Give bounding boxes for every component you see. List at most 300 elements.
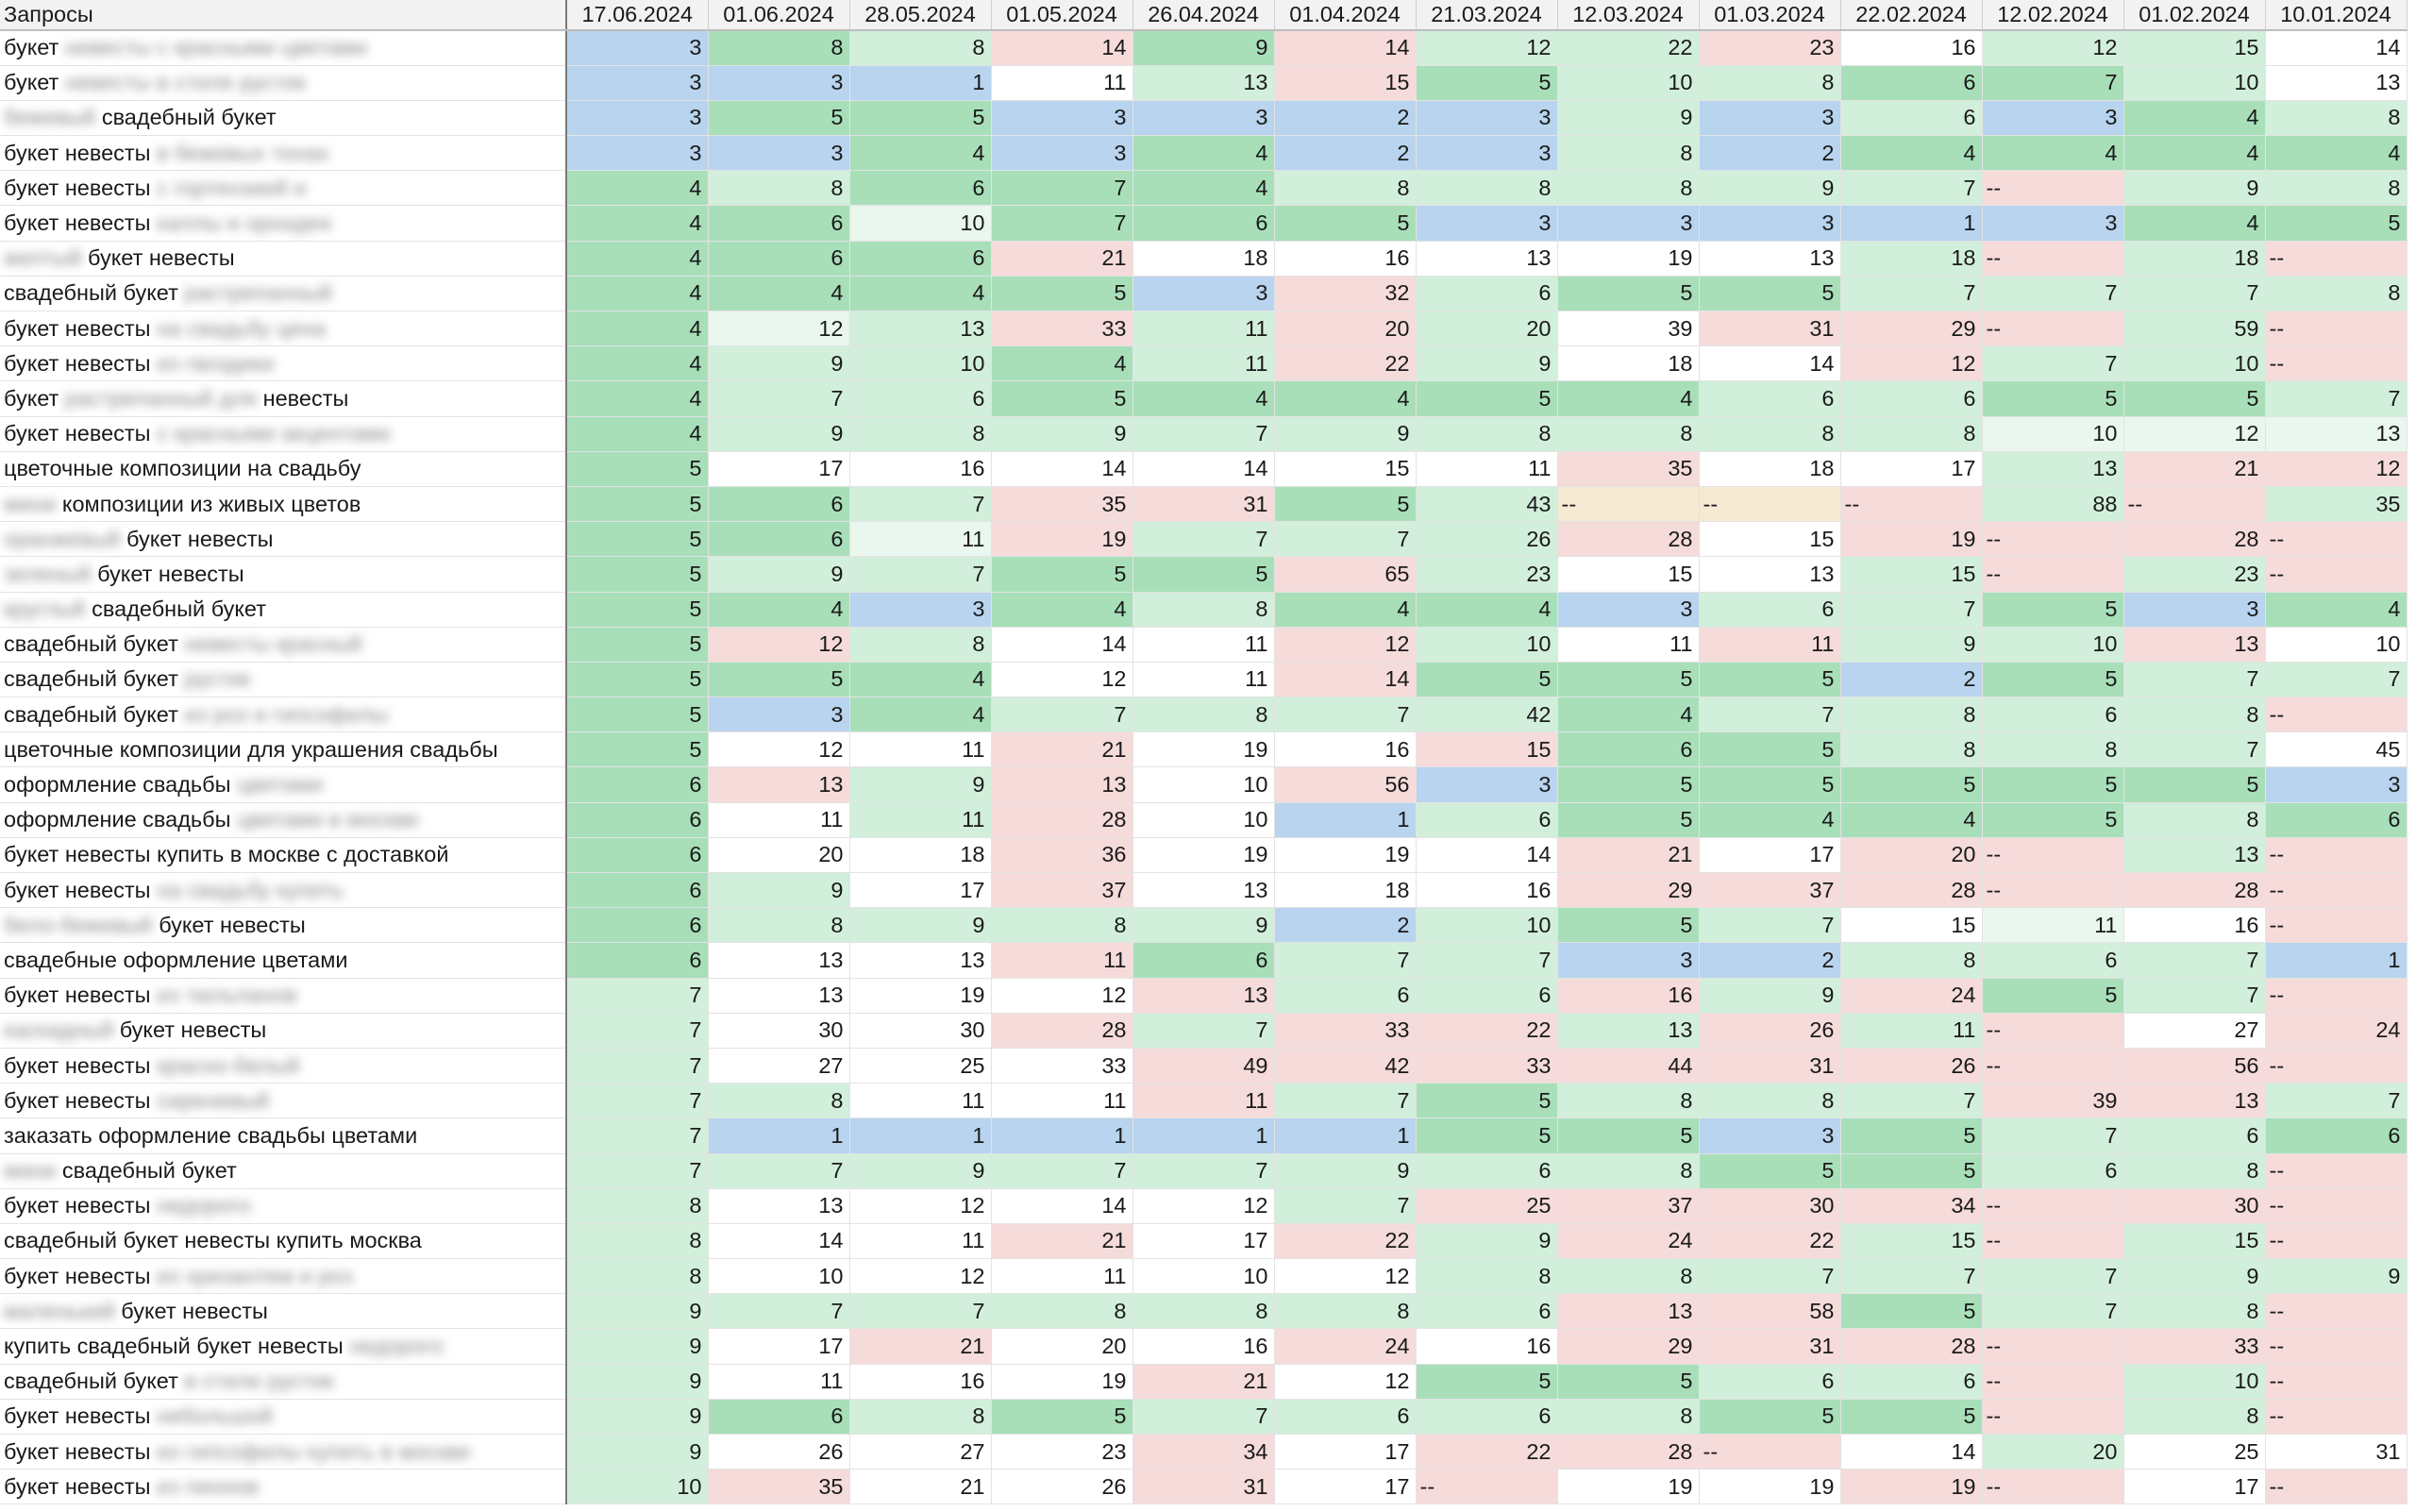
- position-cell[interactable]: 6: [1274, 978, 1416, 1013]
- position-cell[interactable]: 5: [566, 522, 708, 557]
- query-cell[interactable]: [0, 1329, 566, 1364]
- position-cell[interactable]: 4: [566, 381, 708, 416]
- position-cell[interactable]: 33: [991, 311, 1132, 346]
- position-cell[interactable]: 5: [1557, 908, 1699, 943]
- query-cell[interactable]: [0, 557, 566, 592]
- position-cell[interactable]: 14: [1416, 837, 1557, 872]
- position-cell[interactable]: 7: [1982, 276, 2123, 311]
- position-cell[interactable]: 34: [1840, 1188, 1982, 1223]
- position-cell[interactable]: 7: [2123, 943, 2265, 978]
- position-cell[interactable]: 28: [1557, 522, 1699, 557]
- position-cell[interactable]: 16: [1274, 241, 1416, 276]
- position-cell[interactable]: 8: [1840, 697, 1982, 732]
- position-cell[interactable]: 5: [1557, 1364, 1699, 1399]
- position-cell[interactable]: 17: [708, 1329, 849, 1364]
- position-cell[interactable]: 3: [1416, 767, 1557, 802]
- position-cell[interactable]: 3: [2123, 592, 2265, 627]
- position-cell[interactable]: 12: [708, 732, 849, 767]
- position-cell[interactable]: 1: [2265, 943, 2407, 978]
- position-cell[interactable]: 15: [1699, 522, 1840, 557]
- position-cell[interactable]: 3: [708, 136, 849, 171]
- position-cell[interactable]: 35: [1557, 451, 1699, 486]
- position-cell[interactable]: 11: [849, 1084, 991, 1118]
- position-cell[interactable]: 5: [1557, 802, 1699, 837]
- position-cell[interactable]: 44: [1557, 1048, 1699, 1083]
- position-cell[interactable]: 12: [1416, 30, 1557, 65]
- position-cell[interactable]: 11: [849, 1223, 991, 1258]
- query-cell[interactable]: [0, 451, 566, 486]
- position-cell[interactable]: 8: [1699, 65, 1840, 100]
- position-cell[interactable]: 6: [849, 171, 991, 206]
- position-cell[interactable]: 2: [1699, 136, 1840, 171]
- position-cell[interactable]: 20: [1274, 311, 1416, 346]
- position-cell[interactable]: 7: [1840, 1259, 1982, 1294]
- position-cell[interactable]: 10: [849, 206, 991, 241]
- position-cell[interactable]: 12: [2123, 416, 2265, 451]
- position-cell[interactable]: 8: [849, 1399, 991, 1434]
- position-cell[interactable]: 29: [1557, 1329, 1699, 1364]
- position-cell[interactable]: 12: [1274, 627, 1416, 662]
- position-cell[interactable]: 12: [1274, 1364, 1416, 1399]
- position-cell[interactable]: 15: [1274, 65, 1416, 100]
- position-cell[interactable]: 14: [1840, 1435, 1982, 1470]
- position-cell[interactable]: 25: [1416, 1188, 1557, 1223]
- position-cell[interactable]: 6: [1416, 978, 1557, 1013]
- position-cell[interactable]: 7: [1840, 276, 1982, 311]
- position-cell[interactable]: 12: [708, 627, 849, 662]
- position-cell[interactable]: 11: [1132, 662, 1274, 697]
- position-cell[interactable]: 4: [1557, 697, 1699, 732]
- position-cell[interactable]: --: [2265, 557, 2407, 592]
- position-cell[interactable]: 14: [991, 30, 1132, 65]
- position-cell[interactable]: 13: [708, 767, 849, 802]
- position-cell[interactable]: 6: [1699, 381, 1840, 416]
- position-cell[interactable]: 37: [1557, 1188, 1699, 1223]
- position-cell[interactable]: 11: [708, 802, 849, 837]
- position-cell[interactable]: 2: [1274, 100, 1416, 135]
- query-cell[interactable]: [0, 1153, 566, 1188]
- query-cell[interactable]: [0, 908, 566, 943]
- position-cell[interactable]: 25: [2123, 1435, 2265, 1470]
- position-cell[interactable]: 3: [1557, 943, 1699, 978]
- position-cell[interactable]: 28: [1557, 1435, 1699, 1470]
- position-cell[interactable]: 5: [566, 732, 708, 767]
- query-cell[interactable]: [0, 1364, 566, 1399]
- position-cell[interactable]: 4: [708, 592, 849, 627]
- position-cell[interactable]: 7: [708, 1153, 849, 1188]
- position-cell[interactable]: 21: [1557, 837, 1699, 872]
- column-header-date[interactable]: 10.01.2024: [2265, 0, 2407, 30]
- query-cell[interactable]: [0, 1048, 566, 1083]
- position-cell[interactable]: 6: [566, 873, 708, 908]
- position-cell[interactable]: 23: [1416, 557, 1557, 592]
- position-cell[interactable]: 9: [1699, 171, 1840, 206]
- position-cell[interactable]: 5: [1840, 767, 1982, 802]
- position-cell[interactable]: 7: [991, 697, 1132, 732]
- position-cell[interactable]: 5: [1982, 802, 2123, 837]
- position-cell[interactable]: 5: [1274, 206, 1416, 241]
- query-cell[interactable]: [0, 943, 566, 978]
- position-cell[interactable]: 15: [2123, 30, 2265, 65]
- position-cell[interactable]: 5: [566, 451, 708, 486]
- position-cell[interactable]: 8: [2123, 1294, 2265, 1329]
- position-cell[interactable]: --: [1982, 873, 2123, 908]
- position-cell[interactable]: 8: [566, 1223, 708, 1258]
- position-cell[interactable]: 9: [566, 1435, 708, 1470]
- position-cell[interactable]: 7: [1699, 1259, 1840, 1294]
- position-cell[interactable]: 29: [1557, 873, 1699, 908]
- position-cell[interactable]: 22: [1557, 30, 1699, 65]
- position-cell[interactable]: 8: [2265, 171, 2407, 206]
- position-cell[interactable]: 10: [2123, 65, 2265, 100]
- position-cell[interactable]: --: [1982, 1048, 2123, 1083]
- position-cell[interactable]: 16: [849, 451, 991, 486]
- position-cell[interactable]: 6: [1416, 276, 1557, 311]
- position-cell[interactable]: 9: [708, 557, 849, 592]
- position-cell[interactable]: 18: [1274, 873, 1416, 908]
- position-cell[interactable]: 3: [566, 136, 708, 171]
- position-cell[interactable]: 13: [1132, 65, 1274, 100]
- position-cell[interactable]: 4: [849, 697, 991, 732]
- position-cell[interactable]: --: [2265, 1048, 2407, 1083]
- position-cell[interactable]: 3: [1699, 206, 1840, 241]
- position-cell[interactable]: 8: [708, 30, 849, 65]
- position-cell[interactable]: 6: [1840, 381, 1982, 416]
- query-cell[interactable]: [0, 1013, 566, 1048]
- query-cell[interactable]: [0, 241, 566, 276]
- position-cell[interactable]: 19: [991, 522, 1132, 557]
- position-cell[interactable]: 7: [566, 1084, 708, 1118]
- position-cell[interactable]: 31: [1699, 1048, 1840, 1083]
- position-cell[interactable]: 14: [991, 1188, 1132, 1223]
- position-cell[interactable]: 10: [1982, 416, 2123, 451]
- position-cell[interactable]: 16: [1274, 732, 1416, 767]
- position-cell[interactable]: 5: [1699, 732, 1840, 767]
- column-header-date[interactable]: 28.05.2024: [849, 0, 991, 30]
- position-cell[interactable]: 2: [1840, 662, 1982, 697]
- position-cell[interactable]: 19: [849, 978, 991, 1013]
- position-cell[interactable]: --: [1982, 171, 2123, 206]
- position-cell[interactable]: 3: [991, 136, 1132, 171]
- position-cell[interactable]: 14: [991, 627, 1132, 662]
- position-cell[interactable]: 30: [2123, 1188, 2265, 1223]
- position-cell[interactable]: 8: [1132, 1294, 1274, 1329]
- position-cell[interactable]: 5: [1416, 1364, 1557, 1399]
- position-cell[interactable]: 15: [1416, 732, 1557, 767]
- position-cell[interactable]: 6: [1840, 100, 1982, 135]
- query-cell[interactable]: [0, 1223, 566, 1258]
- position-cell[interactable]: 7: [991, 1153, 1132, 1188]
- position-cell[interactable]: --: [1982, 522, 2123, 557]
- position-cell[interactable]: 4: [566, 311, 708, 346]
- position-cell[interactable]: 5: [1840, 1399, 1982, 1434]
- position-cell[interactable]: 6: [708, 522, 849, 557]
- position-cell[interactable]: --: [1699, 486, 1840, 521]
- position-cell[interactable]: 10: [2123, 1364, 2265, 1399]
- position-cell[interactable]: 7: [2265, 381, 2407, 416]
- position-cell[interactable]: 8: [1416, 171, 1557, 206]
- position-cell[interactable]: 5: [991, 557, 1132, 592]
- position-cell[interactable]: 6: [1699, 1364, 1840, 1399]
- position-cell[interactable]: 8: [1274, 1294, 1416, 1329]
- position-cell[interactable]: 12: [849, 1259, 991, 1294]
- position-cell[interactable]: 4: [708, 276, 849, 311]
- position-cell[interactable]: 7: [1982, 1118, 2123, 1153]
- position-cell[interactable]: 2: [1699, 943, 1840, 978]
- position-cell[interactable]: 18: [2123, 241, 2265, 276]
- position-cell[interactable]: 3: [1557, 206, 1699, 241]
- query-cell[interactable]: [0, 30, 566, 65]
- position-cell[interactable]: 12: [1982, 30, 2123, 65]
- position-cell[interactable]: 8: [1982, 732, 2123, 767]
- position-cell[interactable]: 16: [1416, 873, 1557, 908]
- query-cell[interactable]: [0, 206, 566, 241]
- position-cell[interactable]: 5: [1982, 592, 2123, 627]
- position-cell[interactable]: 9: [2123, 1259, 2265, 1294]
- query-cell[interactable]: [0, 767, 566, 802]
- position-cell[interactable]: --: [1982, 241, 2123, 276]
- position-cell[interactable]: 5: [1557, 662, 1699, 697]
- position-cell[interactable]: 35: [991, 486, 1132, 521]
- position-cell[interactable]: 28: [991, 1013, 1132, 1048]
- position-cell[interactable]: --: [1699, 1435, 1840, 1470]
- position-cell[interactable]: 15: [1840, 557, 1982, 592]
- position-cell[interactable]: 7: [566, 1118, 708, 1153]
- position-cell[interactable]: 13: [1557, 1294, 1699, 1329]
- position-cell[interactable]: 18: [1557, 346, 1699, 381]
- position-cell[interactable]: 1: [991, 1118, 1132, 1153]
- position-cell[interactable]: 8: [566, 1188, 708, 1223]
- position-cell[interactable]: 10: [2265, 627, 2407, 662]
- position-cell[interactable]: 12: [991, 662, 1132, 697]
- position-cell[interactable]: 8: [708, 1084, 849, 1118]
- column-header-date[interactable]: 21.03.2024: [1416, 0, 1557, 30]
- position-cell[interactable]: 3: [991, 100, 1132, 135]
- position-cell[interactable]: 9: [1132, 30, 1274, 65]
- position-cell[interactable]: 6: [566, 908, 708, 943]
- position-cell[interactable]: 8: [1699, 1084, 1840, 1118]
- position-cell[interactable]: 7: [2123, 978, 2265, 1013]
- position-cell[interactable]: 7: [1982, 346, 2123, 381]
- query-cell[interactable]: [0, 381, 566, 416]
- position-cell[interactable]: 19: [1557, 241, 1699, 276]
- position-cell[interactable]: 5: [1416, 381, 1557, 416]
- column-header-date[interactable]: 01.04.2024: [1274, 0, 1416, 30]
- position-cell[interactable]: 31: [1132, 1470, 1274, 1504]
- position-cell[interactable]: 8: [1557, 1084, 1699, 1118]
- position-cell[interactable]: 8: [1132, 592, 1274, 627]
- position-cell[interactable]: --: [2265, 1329, 2407, 1364]
- position-cell[interactable]: 14: [1132, 451, 1274, 486]
- position-cell[interactable]: 8: [1274, 171, 1416, 206]
- position-cell[interactable]: 1: [849, 1118, 991, 1153]
- query-cell[interactable]: [0, 732, 566, 767]
- position-cell[interactable]: 5: [849, 100, 991, 135]
- position-cell[interactable]: 10: [566, 1470, 708, 1504]
- position-cell[interactable]: 13: [708, 978, 849, 1013]
- position-cell[interactable]: 16: [2123, 908, 2265, 943]
- position-cell[interactable]: 30: [708, 1013, 849, 1048]
- position-cell[interactable]: 8: [991, 908, 1132, 943]
- position-cell[interactable]: 24: [1274, 1329, 1416, 1364]
- position-cell[interactable]: 6: [708, 1399, 849, 1434]
- position-cell[interactable]: 14: [1274, 30, 1416, 65]
- position-cell[interactable]: 19: [1557, 1470, 1699, 1504]
- position-cell[interactable]: 8: [1416, 1259, 1557, 1294]
- position-cell[interactable]: --: [1982, 1399, 2123, 1434]
- position-cell[interactable]: 14: [1699, 346, 1840, 381]
- position-cell[interactable]: 5: [991, 276, 1132, 311]
- position-cell[interactable]: 7: [849, 486, 991, 521]
- position-cell[interactable]: 3: [1557, 592, 1699, 627]
- position-cell[interactable]: 11: [1840, 1013, 1982, 1048]
- position-cell[interactable]: 3: [2265, 767, 2407, 802]
- position-cell[interactable]: 19: [991, 1364, 1132, 1399]
- position-cell[interactable]: 7: [849, 1294, 991, 1329]
- position-cell[interactable]: 6: [566, 802, 708, 837]
- position-cell[interactable]: 10: [708, 1259, 849, 1294]
- position-cell[interactable]: 37: [991, 873, 1132, 908]
- position-cell[interactable]: 8: [1840, 416, 1982, 451]
- query-cell[interactable]: [0, 136, 566, 171]
- query-cell[interactable]: [0, 311, 566, 346]
- position-cell[interactable]: 27: [2123, 1013, 2265, 1048]
- position-cell[interactable]: 7: [708, 1294, 849, 1329]
- position-cell[interactable]: 17: [708, 451, 849, 486]
- position-cell[interactable]: 15: [1840, 1223, 1982, 1258]
- position-cell[interactable]: 8: [1557, 1259, 1699, 1294]
- position-cell[interactable]: 8: [2265, 100, 2407, 135]
- position-cell[interactable]: 13: [2265, 65, 2407, 100]
- position-cell[interactable]: 13: [708, 943, 849, 978]
- position-cell[interactable]: 5: [566, 486, 708, 521]
- position-cell[interactable]: 9: [1274, 1153, 1416, 1188]
- position-cell[interactable]: 23: [991, 1435, 1132, 1470]
- position-cell[interactable]: 10: [2123, 346, 2265, 381]
- position-cell[interactable]: 35: [2265, 486, 2407, 521]
- position-cell[interactable]: --: [1982, 1329, 2123, 1364]
- position-cell[interactable]: 35: [708, 1470, 849, 1504]
- position-cell[interactable]: 5: [2123, 767, 2265, 802]
- position-cell[interactable]: 5: [1982, 978, 2123, 1013]
- position-cell[interactable]: 17: [2123, 1470, 2265, 1504]
- position-cell[interactable]: --: [2265, 241, 2407, 276]
- position-cell[interactable]: 8: [849, 627, 991, 662]
- position-cell[interactable]: 33: [1416, 1048, 1557, 1083]
- position-cell[interactable]: 19: [1699, 1470, 1840, 1504]
- position-cell[interactable]: 23: [1699, 30, 1840, 65]
- position-cell[interactable]: 11: [1982, 908, 2123, 943]
- position-cell[interactable]: --: [1982, 1013, 2123, 1048]
- position-cell[interactable]: 11: [708, 1364, 849, 1399]
- position-cell[interactable]: --: [1982, 1188, 2123, 1223]
- position-cell[interactable]: 13: [1982, 451, 2123, 486]
- position-cell[interactable]: 2: [1274, 136, 1416, 171]
- position-cell[interactable]: 7: [1274, 522, 1416, 557]
- position-cell[interactable]: 3: [708, 697, 849, 732]
- position-cell[interactable]: 24: [2265, 1013, 2407, 1048]
- position-cell[interactable]: 20: [991, 1329, 1132, 1364]
- position-cell[interactable]: 20: [1840, 837, 1982, 872]
- position-cell[interactable]: 39: [1557, 311, 1699, 346]
- position-cell[interactable]: 5: [2265, 206, 2407, 241]
- position-cell[interactable]: 13: [2123, 837, 2265, 872]
- position-cell[interactable]: 18: [1699, 451, 1840, 486]
- position-cell[interactable]: 6: [1416, 1399, 1557, 1434]
- position-cell[interactable]: 6: [1416, 802, 1557, 837]
- position-cell[interactable]: 17: [1274, 1435, 1416, 1470]
- position-cell[interactable]: 9: [1840, 627, 1982, 662]
- position-cell[interactable]: 22: [1274, 346, 1416, 381]
- position-cell[interactable]: 3: [566, 100, 708, 135]
- position-cell[interactable]: 27: [708, 1048, 849, 1083]
- position-cell[interactable]: 5: [566, 557, 708, 592]
- position-cell[interactable]: 9: [566, 1364, 708, 1399]
- position-cell[interactable]: 13: [2123, 1084, 2265, 1118]
- position-cell[interactable]: 17: [1840, 451, 1982, 486]
- position-cell[interactable]: 34: [1132, 1435, 1274, 1470]
- position-cell[interactable]: --: [2123, 486, 2265, 521]
- query-cell[interactable]: [0, 627, 566, 662]
- position-cell[interactable]: 3: [1132, 276, 1274, 311]
- position-cell[interactable]: 10: [849, 346, 991, 381]
- position-cell[interactable]: 5: [1982, 662, 2123, 697]
- position-cell[interactable]: 4: [1416, 592, 1557, 627]
- position-cell[interactable]: 13: [1699, 241, 1840, 276]
- position-cell[interactable]: --: [2265, 1188, 2407, 1223]
- position-cell[interactable]: 33: [1274, 1013, 1416, 1048]
- position-cell[interactable]: 11: [1416, 451, 1557, 486]
- position-cell[interactable]: 45: [2265, 732, 2407, 767]
- position-cell[interactable]: 31: [1699, 311, 1840, 346]
- position-cell[interactable]: 8: [991, 1294, 1132, 1329]
- position-cell[interactable]: 7: [991, 206, 1132, 241]
- position-cell[interactable]: 17: [849, 873, 991, 908]
- position-cell[interactable]: 17: [1274, 1470, 1416, 1504]
- position-cell[interactable]: 12: [2265, 451, 2407, 486]
- position-cell[interactable]: 8: [1416, 416, 1557, 451]
- position-cell[interactable]: 8: [566, 1259, 708, 1294]
- column-header-date[interactable]: 01.03.2024: [1699, 0, 1840, 30]
- position-cell[interactable]: 22: [1274, 1223, 1416, 1258]
- position-cell[interactable]: 6: [849, 381, 991, 416]
- query-cell[interactable]: [0, 697, 566, 732]
- position-cell[interactable]: 8: [1840, 943, 1982, 978]
- position-cell[interactable]: 3: [1982, 100, 2123, 135]
- query-cell[interactable]: [0, 1118, 566, 1153]
- position-cell[interactable]: 6: [566, 767, 708, 802]
- position-cell[interactable]: 8: [1557, 416, 1699, 451]
- position-cell[interactable]: --: [1840, 486, 1982, 521]
- position-cell[interactable]: 9: [566, 1329, 708, 1364]
- position-cell[interactable]: 1: [1274, 1118, 1416, 1153]
- position-cell[interactable]: 13: [2265, 416, 2407, 451]
- position-cell[interactable]: 33: [2123, 1329, 2265, 1364]
- position-cell[interactable]: 8: [1557, 1153, 1699, 1188]
- position-cell[interactable]: 4: [2123, 206, 2265, 241]
- position-cell[interactable]: 15: [1840, 908, 1982, 943]
- position-cell[interactable]: 5: [1557, 1118, 1699, 1153]
- position-cell[interactable]: 2: [1274, 908, 1416, 943]
- column-header-date[interactable]: 01.02.2024: [2123, 0, 2265, 30]
- position-cell[interactable]: 9: [1416, 346, 1557, 381]
- position-cell[interactable]: --: [2265, 522, 2407, 557]
- position-cell[interactable]: 28: [1840, 1329, 1982, 1364]
- position-cell[interactable]: 11: [1132, 1084, 1274, 1118]
- position-cell[interactable]: 24: [1557, 1223, 1699, 1258]
- position-cell[interactable]: 7: [2265, 662, 2407, 697]
- query-cell[interactable]: [0, 276, 566, 311]
